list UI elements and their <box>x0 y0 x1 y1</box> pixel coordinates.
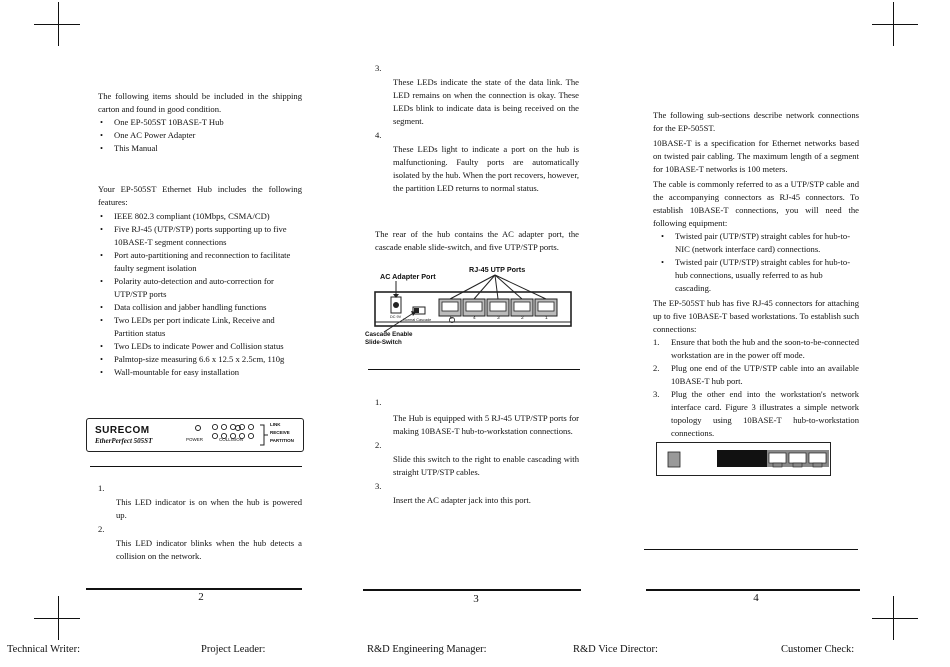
page-number: 2 <box>198 591 204 603</box>
item-text: This LED indicator blinks when the hub detects a collision on the network. <box>116 538 302 561</box>
features-section <box>98 183 302 379</box>
list-item: • Palmtop-size measuring 6.6 x 12.5 x 2.5cm, 110g <box>98 353 302 366</box>
equipment-list <box>659 230 859 295</box>
list-item: • Five RJ-45 (UTP/STP) ports supporting up to five 10BASE-T segment connections <box>98 223 302 249</box>
rear-panel-figure <box>365 264 582 348</box>
cascade-label: Cascade Enable <box>365 331 413 338</box>
step-number: 3. <box>653 389 660 399</box>
brand-logo: SURECOM <box>95 425 150 436</box>
divider <box>90 466 302 467</box>
item-text: This LED indicator is on when the hub is powered up. <box>116 497 302 520</box>
footer-technical-writer: Technical Writer: <box>7 644 80 655</box>
front-panel-figure <box>86 418 304 452</box>
item-number: 2. <box>375 440 382 450</box>
legend-receive: RECEIVE <box>270 430 290 435</box>
port-number-5: 5 <box>450 316 453 321</box>
para-10baset: 10BASE-T is a specification for Ethernet networks based on twisted pair cabling. The maximum length of a segment for 10BASE-T networks is 100 meters. <box>653 138 859 174</box>
item-number: 1. <box>375 397 382 407</box>
rear-intro-text: The rear of the hub contains the AC adapter port, the cascade enable slide-switch, and five UTP/STP ports. <box>375 229 579 252</box>
step-text: Plug the other end into the workstation's network interface card. Figure 3 illustrates a simple network topology using 10BASE-T hub-to-workstation connections. <box>671 389 859 438</box>
item-text: These LEDs light to indicate a port on the hub is malfunctioning. Faulty ports are automatically isolated by the hub. When the port recovers, however, the partition LED returns to normal status. <box>393 144 579 193</box>
step-text: Plug one end of the UTP/STP cable into an available 10BASE-T hub port. <box>671 363 859 386</box>
list-item: • Two LEDs to indicate Power and Collision status <box>98 340 302 353</box>
list-item: • This Manual <box>98 142 302 155</box>
page-number: 3 <box>473 593 479 605</box>
rear-intro <box>375 228 579 254</box>
led-descriptions-b <box>375 62 579 195</box>
power-led-icon <box>195 425 201 431</box>
port-number-3: 3 <box>497 316 500 321</box>
footer-rd-manager: R&D Engineering Manager: <box>367 644 487 655</box>
list-item: • One AC Power Adapter <box>98 129 302 142</box>
steps-list <box>653 336 859 440</box>
item-number: 3. <box>375 481 382 491</box>
package-list <box>98 116 302 155</box>
port-led-icons <box>210 423 265 447</box>
divider <box>368 369 580 370</box>
item-text: These LEDs indicate the state of the data link. The LED remains on when the connection is okay. These LEDs blink to indicate data is being received on the segment. <box>393 77 579 126</box>
item-text: Insert the AC adapter jack into this port. <box>393 495 531 505</box>
page-number: 4 <box>753 592 759 604</box>
list-item: • One EP-505ST 10BASE-T Hub <box>98 116 302 129</box>
legend-partition: PARTITION <box>270 438 294 443</box>
step-number: 1. <box>653 337 660 347</box>
model-name: EtherPerfect 505ST <box>95 437 153 445</box>
step-number: 2. <box>653 363 660 373</box>
item-text: Slide this switch to the right to enable cascading with straight UTP/STP cables. <box>393 454 579 477</box>
para-connectors: The EP-505ST hub has five RJ-45 connectors for attaching up to five 10BASE-T based workstations. To establish such connections: <box>653 298 859 334</box>
rear-descriptions <box>375 396 579 507</box>
power-label: POWER <box>186 437 204 442</box>
page-2 <box>98 90 302 155</box>
divider <box>644 549 858 550</box>
footer-customer-check: Customer Check: <box>781 644 855 655</box>
list-item: • Data collision and jabber handling functions <box>98 301 302 314</box>
page-rule <box>86 588 302 590</box>
legend-bracket-icon <box>259 421 269 449</box>
item-number: 2. <box>98 524 105 534</box>
port-number-2: 2 <box>521 316 524 321</box>
step-text: Ensure that both the hub and the soon-to-be-connected workstation are in the power off mode. <box>671 337 859 360</box>
footer-rd-vice-director: R&D Vice Director: <box>573 644 658 655</box>
port-led-grid <box>210 423 260 447</box>
list-item: • Twisted pair (UTP/STP) straight cables for hub-to-hub connections, usually referred to as hub cascading. <box>659 256 859 295</box>
item-text: The Hub is equipped with 5 RJ-45 UTP/STP ports for making 10BASE-T hub-to-workstation connections. <box>393 413 579 436</box>
ac-port-label: AC Adapter Port <box>380 272 436 281</box>
collision-label: COLLISION <box>219 437 244 442</box>
page-rule <box>363 589 581 591</box>
list-item: • IEEE 802.3 compliant (10Mbps, CSMA/CD) <box>98 210 302 223</box>
legend-link: LINK <box>270 422 281 427</box>
features-intro: Your EP-505ST Ethernet Hub includes the following features: <box>98 184 302 207</box>
slide-switch-label: Slide-Switch <box>365 339 402 346</box>
footer-project-leader: Project Leader: <box>201 644 266 655</box>
led-descriptions-a <box>98 482 302 563</box>
hub-drawing <box>657 443 832 477</box>
switch-label: Normal Cascade <box>403 318 432 322</box>
page-4 <box>653 109 859 440</box>
rj45-label: RJ-45 UTP Ports <box>469 265 526 274</box>
features-list <box>98 210 302 379</box>
led-legend <box>259 421 303 449</box>
item-number: 1. <box>98 483 105 493</box>
item-number: 3. <box>375 63 382 73</box>
list-item: • Twisted pair (UTP/STP) straight cables for hub-to-NIC (network interface card) connections. <box>659 230 859 256</box>
port-number-4: 4 <box>473 316 476 321</box>
port-number-1: 1 <box>545 316 548 321</box>
package-intro: The following items should be included in the shipping carton and found in good condition. <box>98 91 302 114</box>
item-number: 4. <box>375 130 382 140</box>
list-item: • Two LEDs per port indicate Link, Receive and Partition status <box>98 314 302 340</box>
list-item: • Port auto-partitioning and reconnection to facilitate faulty segment isolation <box>98 249 302 275</box>
network-intro: The following sub-sections describe network connections for the EP-505ST. <box>653 110 859 133</box>
page-rule <box>646 589 860 591</box>
list-item: • Wall-mountable for easy installation <box>98 366 302 379</box>
dc-label: DC 9V <box>390 315 402 319</box>
hub-figure <box>656 442 831 476</box>
list-item: • Polarity auto-detection and auto-correction for UTP/STP ports <box>98 275 302 301</box>
para-cable: The cable is commonly referred to as a UTP/STP cable and the accompanying connectors as RJ-45 connectors. To establish 10BASE-T connections, you will need the following equipment: <box>653 179 859 228</box>
